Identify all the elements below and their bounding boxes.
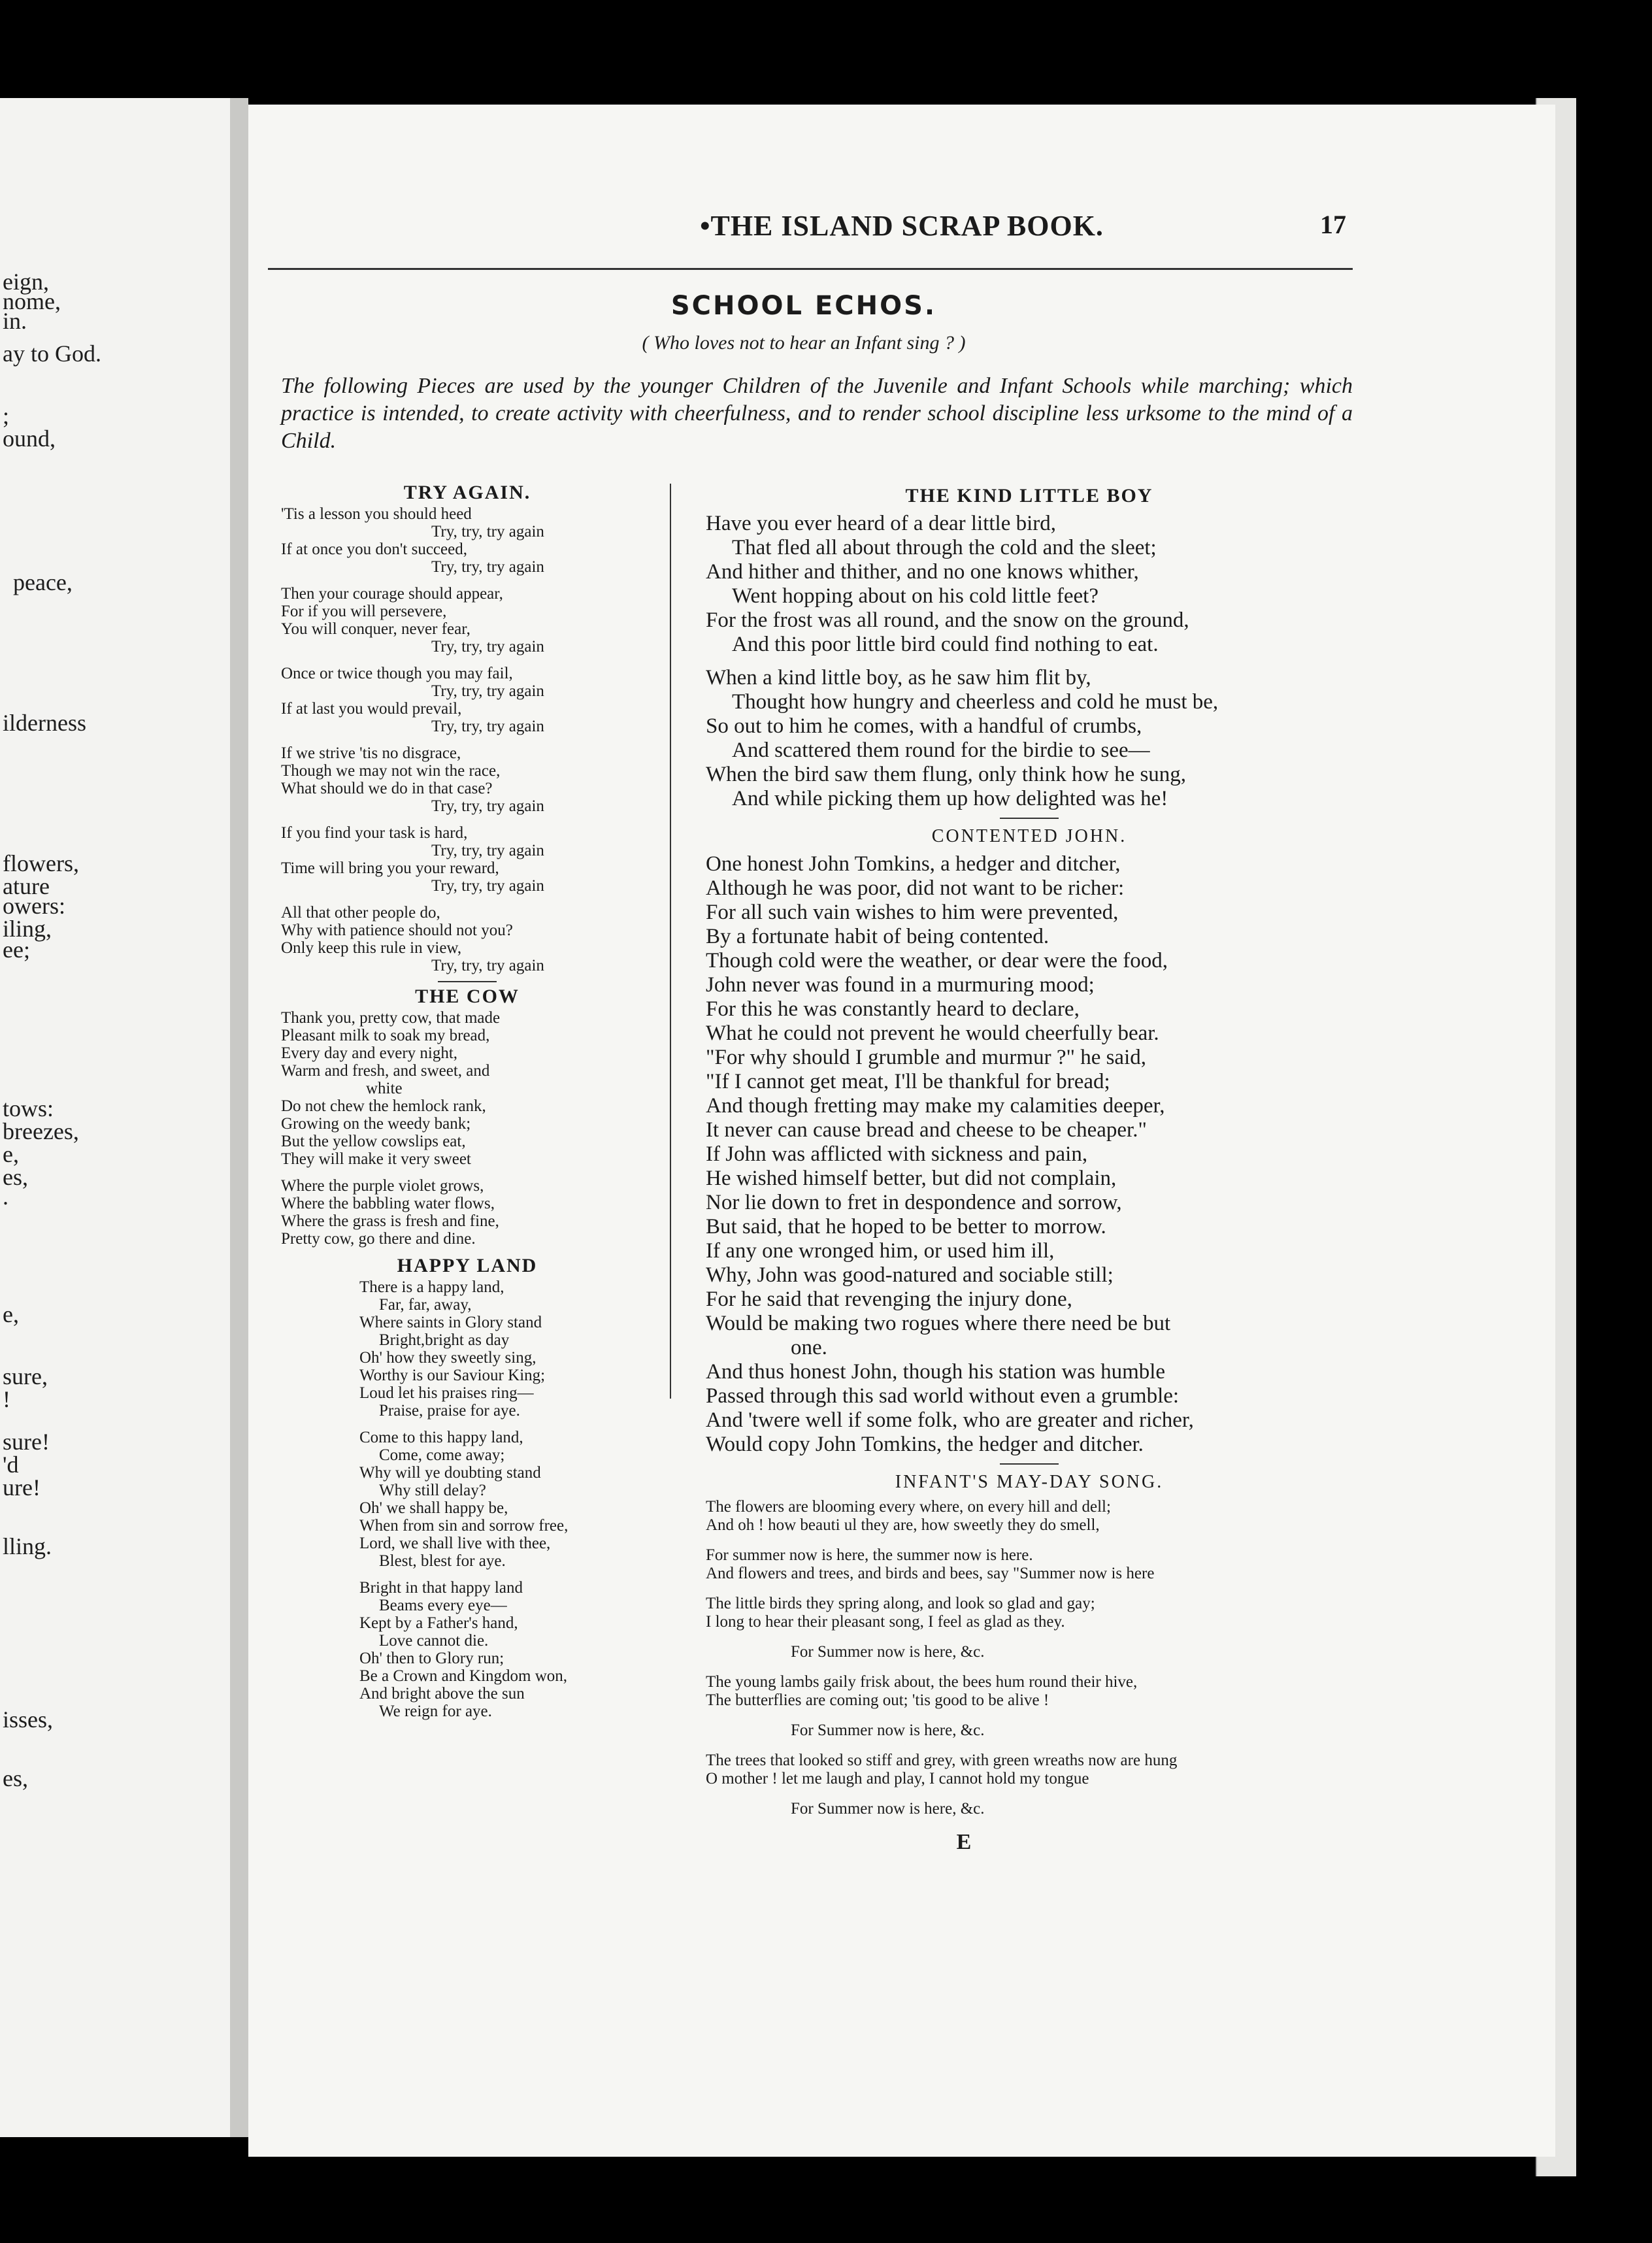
left-page-fragment: eign,	[3, 269, 49, 295]
left-page-fragment: isses,	[3, 1706, 54, 1733]
left-page-fragment: breezes,	[3, 1118, 79, 1144]
poem-title: THE COW	[415, 986, 520, 1007]
poem-line: When a kind little boy, as he saw him flit by,	[706, 666, 1091, 690]
poem-line: By a fortunate habit of being contented.	[706, 925, 1049, 948]
column-divider	[670, 484, 671, 1399]
running-header: •THE ISLAND SCRAP BOOK.	[700, 210, 1104, 242]
poem-line: Try, try, try again	[431, 523, 544, 540]
stanza-break	[281, 815, 653, 824]
chorus-line: For Summer now is here, &c.	[791, 1800, 985, 1818]
poem-line: One honest John Tomkins, a hedger and ditcher,	[706, 852, 1121, 876]
poem-line: Have you ever heard of a dear little bird,	[706, 512, 1057, 535]
stanza-break	[281, 1168, 653, 1177]
poem-line: Try, try, try again	[431, 957, 544, 974]
poem-line: For this he was constantly heard to declare,	[706, 997, 1080, 1021]
poem-the-cow	[281, 988, 653, 1248]
poem-line: If any one wronged him, or used him ill,	[706, 1239, 1055, 1263]
poem-separator	[1000, 818, 1059, 819]
poem-line: If at last you would prevail,	[281, 700, 462, 718]
left-page-fragment: 'd	[3, 1452, 19, 1478]
poem-line: Try, try, try again	[431, 842, 544, 859]
poem-line: If John was afflicted with sickness and pain,	[706, 1142, 1088, 1166]
poem-line: They will make it very sweet	[281, 1150, 471, 1168]
poem-line: Thank you, pretty cow, that made	[281, 1009, 501, 1027]
poem-line: Though cold were the weather, or dear were the food,	[706, 949, 1168, 972]
poem-line: Went hopping about on his cold little feet?	[732, 584, 1099, 608]
section-intro: The following Pieces are used by the younger Children of the Juvenile and Infant Schools while marching; which practice is intended, to create activity with cheerfulness, and to render school discipline less urksome to the mind of a Child.	[281, 374, 1353, 453]
poem-line: Where the purple violet grows,	[281, 1177, 484, 1195]
poem-line: For all such vain wishes to him were prevented,	[706, 901, 1119, 924]
poem-line: Would be making two rogues where there need be but	[706, 1312, 1171, 1335]
poem-line: I long to hear their pleasant song, I feel as glad as they.	[706, 1613, 1065, 1631]
poem-line: When from sin and sorrow free,	[359, 1517, 569, 1535]
poem-line: What he could not prevent he would cheerfully bear.	[706, 1022, 1159, 1045]
stanza-break	[706, 657, 1353, 666]
poem-line: Try, try, try again	[431, 558, 544, 576]
poem-try-again	[281, 484, 653, 974]
poem-line: And thus honest John, though his station was humble	[706, 1360, 1166, 1384]
left-page-fragment: iling,	[3, 916, 52, 942]
poem-line: All that other people do,	[281, 904, 440, 922]
chorus-line: For Summer now is here, &c.	[791, 1643, 985, 1661]
poem-line: Where the babbling water flows,	[281, 1195, 495, 1212]
left-page-fragment: sure,	[3, 1363, 48, 1389]
left-column	[281, 484, 653, 1720]
stanza-break	[281, 1420, 653, 1429]
poem-line: If at once you don't succeed,	[281, 540, 467, 558]
poem-line: The flowers are blooming every where, on every hill and dell;	[706, 1498, 1111, 1516]
poem-line: Why with patience should not you?	[281, 922, 513, 939]
poem-line: The trees that looked so stiff and grey, with green wreaths now are hung	[706, 1752, 1178, 1769]
stanza	[706, 1498, 1353, 1535]
poem-line: O mother ! let me laugh and play, I cannot hold my tongue	[706, 1770, 1089, 1787]
poem-line: And bright above the sun	[359, 1685, 525, 1703]
poem-line: He wished himself better, but did not complain,	[706, 1167, 1117, 1190]
stanza-break	[281, 735, 653, 744]
poem-line: Beams every eye—	[379, 1597, 507, 1614]
poem-line: It never can cause bread and cheese to be cheaper."	[706, 1118, 1147, 1142]
poem-line: Why still delay?	[379, 1482, 486, 1499]
left-page-fragment: in.	[3, 308, 27, 334]
left-page-fragment: ature	[3, 873, 50, 899]
poem-line: Why will ye doubting stand	[359, 1464, 541, 1482]
poem-kind-little-boy	[706, 484, 1353, 811]
poem-line: Try, try, try again	[431, 638, 544, 656]
left-page-fragment: .	[3, 1184, 8, 1210]
poem-may-day-song	[706, 1470, 1353, 1854]
poem-line: Time will bring you your reward,	[281, 859, 499, 877]
poem-contented-john	[706, 824, 1353, 1457]
poem-line: "If I cannot get meat, I'll be thankful for bread;	[706, 1070, 1110, 1093]
poem-line: Worthy is our Saviour King;	[359, 1367, 546, 1384]
poem-line: Warm and fresh, and sweet, and	[281, 1062, 490, 1080]
poem-line: And though fretting may make my calamities deeper,	[706, 1094, 1165, 1118]
poem-line: 'Tis a lesson you should heed	[281, 505, 472, 523]
poem-line: There is a happy land,	[359, 1278, 504, 1296]
poem-line: For he said that revenging the injury done,	[706, 1288, 1072, 1311]
poem-title: CONTENTED JOHN.	[931, 826, 1127, 846]
poem-lines	[706, 852, 1353, 1457]
poem-line: Nor lie down to fret in despondence and sorrow,	[706, 1191, 1122, 1214]
section-subtitle: ( Who loves not to hear an Infant sing ? )	[642, 332, 966, 354]
poem-line: Oh' then to Glory run;	[359, 1650, 504, 1667]
poem-line: Lord, we shall live with thee,	[359, 1535, 551, 1552]
poem-line: And flowers and trees, and birds and bees, say "Summer now is here	[706, 1565, 1155, 1582]
left-page-fragment: ure!	[3, 1474, 41, 1501]
poem-line: For the frost was all round, and the snow on the ground,	[706, 608, 1189, 632]
poem-line: "For why should I grumble and murmur ?" he said,	[706, 1046, 1147, 1069]
left-page-fragment: nome,	[3, 288, 61, 314]
right-column	[706, 484, 1353, 1854]
left-page-fragment: ay to God.	[3, 341, 101, 367]
poem-lines	[281, 1278, 653, 1720]
poem-line: For summer now is here, the summer now is here.	[706, 1546, 1033, 1564]
poem-title: INFANT'S MAY-DAY SONG.	[895, 1472, 1164, 1492]
poem-line: Only keep this rule in view,	[281, 939, 462, 957]
left-page-fragment: ;	[3, 403, 10, 429]
left-page-fragment: !	[3, 1386, 10, 1412]
poem-title: TRY AGAIN.	[403, 482, 531, 503]
poem-line: Try, try, try again	[431, 797, 544, 815]
stanza-break	[281, 895, 653, 904]
poem-line: Bright in that happy land	[359, 1579, 523, 1597]
poem-line: Passed through this sad world without even a grumble:	[706, 1384, 1180, 1408]
poem-line: Blest, blest for aye.	[379, 1552, 506, 1570]
poem-line: Come to this happy land,	[359, 1429, 523, 1446]
poem-separator	[1000, 1463, 1059, 1465]
poem-line: If you find your task is hard,	[281, 824, 468, 842]
left-page-fragment: owers:	[3, 893, 65, 919]
poem-line: Do not chew the hemlock rank,	[281, 1097, 486, 1115]
poem-line: And scattered them round for the birdie to see—	[732, 739, 1150, 762]
poem-line: Far, far, away,	[379, 1296, 472, 1314]
poem-separator	[438, 981, 497, 982]
poem-line: And hither and thither, and no one knows whither,	[706, 560, 1139, 584]
poem-line: John never was found in a murmuring mood;	[706, 973, 1095, 997]
left-page-fragment: tows:	[3, 1095, 54, 1122]
poem-line: white	[366, 1080, 403, 1097]
poem-line: For if you will persevere,	[281, 603, 447, 620]
stanza	[706, 1595, 1353, 1631]
poem-line: That fled all about through the cold and the sleet;	[732, 536, 1157, 559]
stanza	[706, 1546, 1353, 1583]
poem-line: The butterflies are coming out; 'tis good to be alive !	[706, 1691, 1049, 1709]
poem-line: Pretty cow, go there and dine.	[281, 1230, 476, 1248]
poem-line: Thought how hungry and cheerless and cold he must be,	[732, 690, 1219, 714]
book-gutter	[230, 98, 248, 2137]
section-title: SCHOOL ECHOS.	[670, 291, 937, 321]
stanza-break	[281, 1570, 653, 1579]
stanza	[706, 1643, 1353, 1661]
left-page-fragment: sure!	[3, 1429, 50, 1455]
poem-line: Try, try, try again	[431, 718, 544, 735]
poem-line: Oh' how they sweetly sing,	[359, 1349, 537, 1367]
poem-line: Where saints in Glory stand	[359, 1314, 542, 1331]
poem-line: The little birds they spring along, and look so glad and gay;	[706, 1595, 1095, 1612]
poem-line: The young lambs gaily frisk about, the bees hum round their hive,	[706, 1673, 1138, 1691]
left-page-fragment: flowers,	[3, 850, 79, 876]
poem-line: one.	[791, 1336, 827, 1359]
stanza	[706, 1673, 1353, 1710]
chorus-line: For Summer now is here, &c.	[791, 1721, 985, 1739]
poem-line: Love cannot die.	[379, 1632, 489, 1650]
poem-line: Try, try, try again	[431, 682, 544, 700]
left-page-fragment: es,	[3, 1164, 28, 1190]
poem-title: THE KIND LITTLE BOY	[905, 485, 1153, 507]
poem-line: But said, that he hoped to be better to morrow.	[706, 1215, 1106, 1238]
poem-line: Where the grass is fresh and fine,	[281, 1212, 499, 1230]
poem-line: You will conquer, never fear,	[281, 620, 471, 638]
left-page-fragment: ee;	[3, 937, 30, 963]
signature-letter: E	[956, 1830, 972, 1854]
poem-line: Why, John was good-natured and sociable still;	[706, 1263, 1114, 1287]
poem-title: HAPPY LAND	[397, 1255, 538, 1276]
stanza	[706, 1752, 1353, 1788]
left-page-fragment: e,	[3, 1141, 19, 1167]
poem-line: And while picking them up how delighted was he!	[732, 787, 1168, 810]
poem-line: Oh' we shall happy be,	[359, 1499, 508, 1517]
poem-line: Loud let his praises ring—	[359, 1384, 534, 1402]
poem-line: But the yellow cowslips eat,	[281, 1133, 466, 1150]
left-page-fragment: ound,	[3, 425, 56, 452]
poem-line: And this poor little bird could find nothing to eat.	[732, 633, 1159, 656]
poem-line: Though we may not win the race,	[281, 762, 501, 780]
stanza	[706, 1721, 1353, 1740]
left-page-fragment: peace,	[13, 569, 73, 595]
poem-line: Come, come away;	[379, 1446, 505, 1464]
stanza	[706, 1800, 1353, 1818]
poem-line: Be a Crown and Kingdom won,	[359, 1667, 568, 1685]
left-page-fragment: lling.	[3, 1533, 52, 1559]
poem-lines	[706, 512, 1353, 811]
poem-line: And oh ! how beauti ul they are, how sweetly they do smell,	[706, 1516, 1100, 1534]
stanza-break	[281, 656, 653, 665]
poem-line: Bright,bright as day	[379, 1331, 510, 1349]
left-page-fragment: es,	[3, 1765, 28, 1791]
poem-line: Although he was poor, did not want to be richer:	[706, 876, 1125, 900]
page-17	[248, 105, 1555, 2157]
poem-line: What should we do in that case?	[281, 780, 493, 797]
poem-line: Try, try, try again	[431, 877, 544, 895]
poem-happy-land	[281, 1257, 653, 1720]
stanza-break	[281, 576, 653, 585]
poem-line: Praise, praise for aye.	[379, 1402, 520, 1420]
poem-lines	[706, 1498, 1353, 1818]
poem-line: Pleasant milk to soak my bread,	[281, 1027, 490, 1044]
header-rule	[268, 268, 1353, 270]
poem-line: And 'twere well if some folk, who are greater and richer,	[706, 1408, 1194, 1432]
page-number: 17	[1320, 210, 1346, 239]
poem-line: When the bird saw them flung, only think how he sung,	[706, 763, 1187, 786]
poem-line: We reign for aye.	[379, 1703, 492, 1720]
left-page-edge	[0, 98, 232, 2137]
poem-line: Kept by a Father's hand,	[359, 1614, 518, 1632]
left-page-fragment: ilderness	[3, 710, 86, 736]
poem-line: Growing on the weedy bank;	[281, 1115, 471, 1133]
poem-lines	[281, 505, 653, 974]
poem-line: So out to him he comes, with a handful of crumbs,	[706, 714, 1142, 738]
poem-line: Every day and every night,	[281, 1044, 458, 1062]
left-page-fragment: e,	[3, 1301, 19, 1327]
poem-line: If we strive 'tis no disgrace,	[281, 744, 461, 762]
poem-line: Once or twice though you may fail,	[281, 665, 513, 682]
poem-lines	[281, 1009, 653, 1248]
poem-line: Then your courage should appear,	[281, 585, 503, 603]
poem-line: Would copy John Tomkins, the hedger and ditcher.	[706, 1433, 1144, 1456]
